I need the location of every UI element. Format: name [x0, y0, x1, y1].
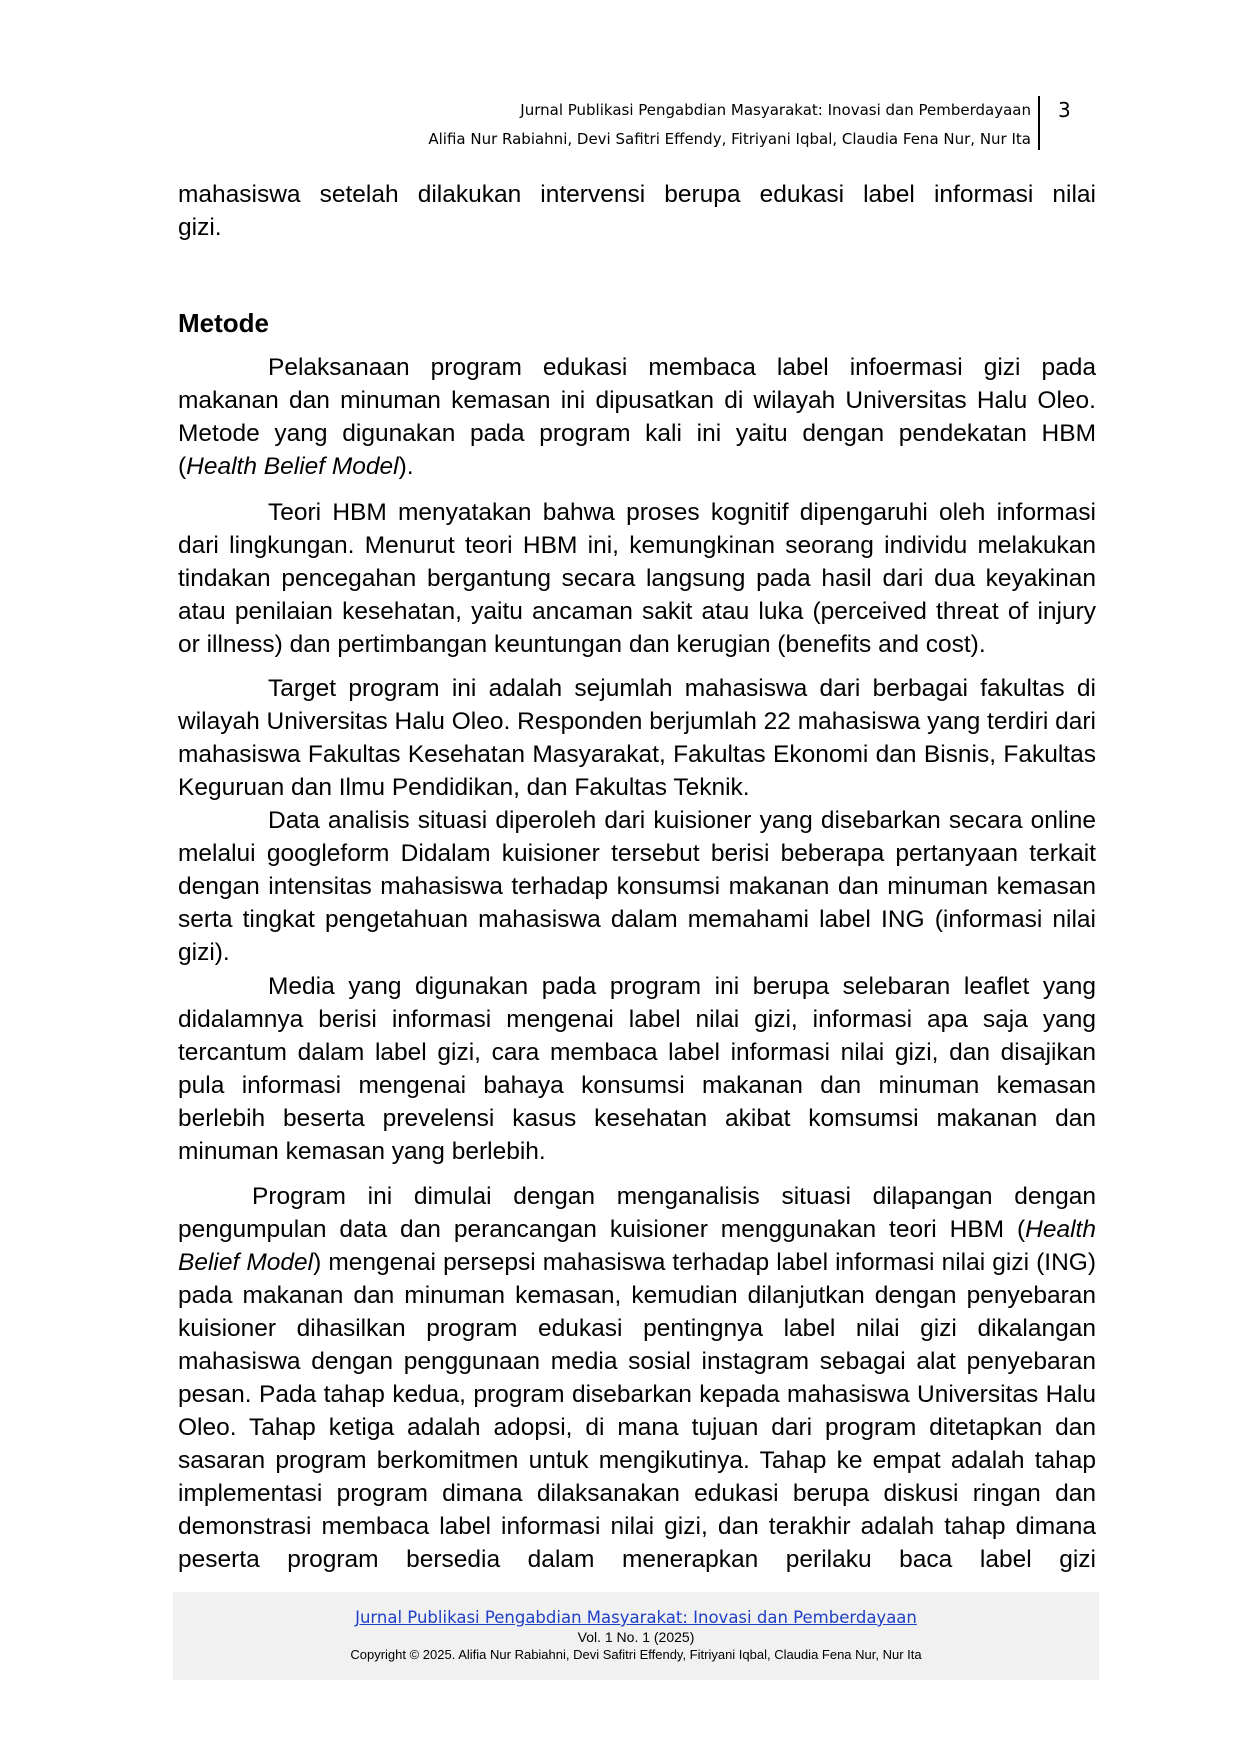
header-divider: [1038, 96, 1040, 150]
paragraph-5-text: Media yang digunakan pada program ini berupa selebaran leaflet yang didalamnya berisi informasi mengenai label nilai gizi, informasi apa saja yang tercantum dalam label gizi, cara membaca label informasi nilai gizi, dan disajikan pula informasi mengenai bahaya konsumsi makanan dan minuman kemasan berlebih beserta prevelensi kasus kesehatan akibat komsumsi makanan dan minuman kemasan yang berlebih.: [178, 973, 1096, 1165]
footer-volume: Vol. 1 No. 1 (2025): [577, 1629, 695, 1645]
page-number: 3: [1058, 98, 1071, 122]
header-authors: Alifia Nur Rabiahni, Devi Safitri Effendy, Fitriyani Iqbal, Claudia Fena Nur, Nur Ita: [428, 130, 1031, 148]
paragraph-5: [178, 970, 1096, 1168]
paragraph-6-italic: Health Belief Model: [178, 1216, 1096, 1276]
paragraph-3-text: Target program ini adalah sejumlah mahasiswa dari berbagai fakultas di wilayah Universitas Halu Oleo. Responden berjumlah 22 mahasiswa yang terdiri dari mahasiswa Fakultas Kesehatan Masyarakat, Fakultas Ekonomi dan Bisnis, Fakultas Keguruan dan Ilmu Pendidikan, dan Fakultas Teknik.: [178, 675, 1096, 801]
page-footer: [173, 1592, 1099, 1680]
paragraph-6-after: ) mengenai persepsi mahasiswa terhadap label informasi nilai gizi (ING) pada makanan dan minuman kemasan, kemudian dilanjutkan dengan penyebaran kuisioner dihasilkan program edukasi pentingnya label nilai gizi dikalangan mahasiswa dengan penggunaan media sosial instagram sebagai alat penyebaran pesan. Pada tahap kedua, program disebarkan kepada mahasiswa Universitas Halu Oleo. Tahap ketiga adalah adopsi, di mana tujuan dari program ditetapkan dan sasaran program berkomitmen untuk mengikutinya. Tahap ke empat adalah tahap implementasi program dimana dilaksanakan edukasi berupa diskusi ringan dan demonstrasi membaca label informasi nilai gizi, dan terakhir adalah tahap dimana peserta program bersedia dalam menerapkan perilaku baca label gizi: [178, 1249, 1096, 1573]
running-header: [300, 96, 1031, 154]
paragraph-4: [178, 804, 1096, 969]
paragraph-1-before: Pelaksanaan program edukasi membaca label infoermasi gizi pada makanan dan minuman kemasan ini dipusatkan di wilayah Universitas Halu Oleo. Metode yang digunakan pada program kali ini yaitu dengan pendekatan HBM (: [178, 354, 1096, 480]
section-heading: Metode: [178, 308, 269, 338]
paragraph-1-italic: Health Belief Model: [186, 453, 399, 480]
footer-copyright: Copyright © 2025. Alifia Nur Rabiahni, Devi Safitri Effendy, Fitriyani Iqbal, Claudia Fena Nur, Nur Ita: [350, 1647, 922, 1662]
paragraph-2: [178, 496, 1096, 661]
intro-paragraph: [178, 178, 1096, 244]
paragraph-1: [178, 351, 1096, 483]
paragraph-3: [178, 672, 1096, 804]
paragraph-4-text: Data analisis situasi diperoleh dari kuisioner yang disebarkan secara online melalui googleform Didalam kuisioner tersebut berisi beberapa pertanyaan terkait dengan intensitas mahasiswa terhadap konsumsi makanan dan minuman kemasan serta tingkat pengetahuan mahasiswa dalam memahami label ING (informasi nilai gizi).: [178, 807, 1096, 966]
paragraph-6-text: [178, 1180, 1096, 1576]
paragraph-6-before: Program ini dimulai dengan menganalisis situasi dilapangan dengan pengumpulan data dan perancangan kuisioner menggunakan teori HBM (: [178, 1183, 1096, 1243]
intro-line-1: mahasiswa setelah dilakukan intervensi berupa edukasi label informasi nilai: [178, 181, 1096, 208]
intro-line-2: gizi.: [178, 214, 222, 241]
footer-journal-link[interactable]: Jurnal Publikasi Pengabdian Masyarakat: Inovasi dan Pemberdayaan: [355, 1608, 917, 1627]
paragraph-2-text: Teori HBM menyatakan bahwa proses kognitif dipengaruhi oleh informasi dari lingkungan. Menurut teori HBM ini, kemungkinan seorang individu melakukan tindakan pencegahan bergantung secara langsung pada hasil dari dua keyakinan atau penilaian kesehatan, yaitu ancaman sakit atau luka (perceived threat of injury or illness) dan pertimbangan keuntungan dan kerugian (benefits and cost).: [178, 499, 1096, 658]
header-journal-title: Jurnal Publikasi Pengabdian Masyarakat: Inovasi dan Pemberdayaan: [520, 101, 1031, 119]
paragraph-1-after: ).: [398, 453, 414, 480]
paragraph-1-text: [178, 351, 1096, 483]
paragraph-6: [178, 1180, 1096, 1576]
